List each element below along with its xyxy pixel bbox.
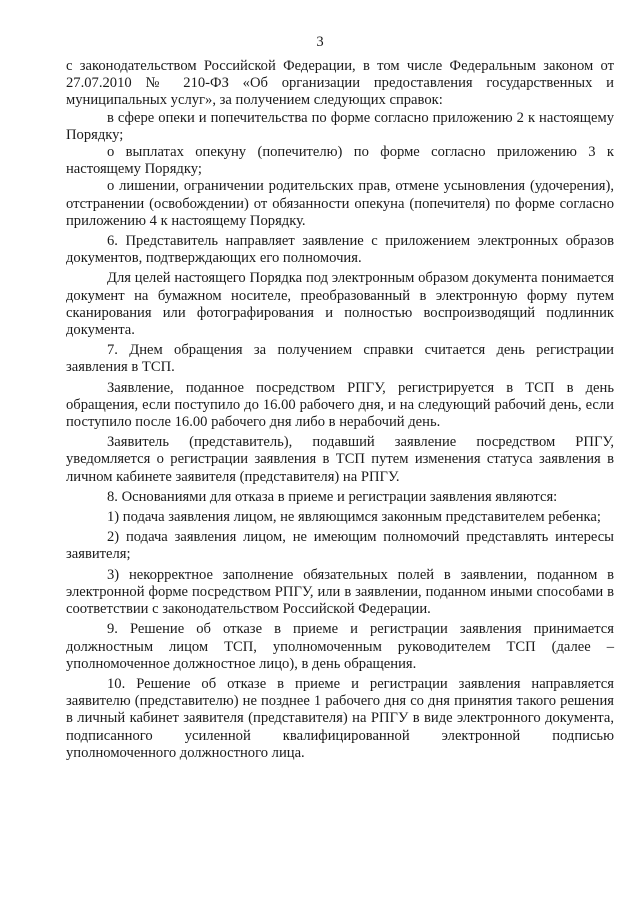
paragraph: Заявитель (представитель), подавший заявление посредством РПГУ, уведомляется о регистрации заявления в ТСП путем изменения статуса заявления в личном кабинете заявителя (представителя) на РПГУ. <box>66 434 614 485</box>
paragraph: 3) некорректное заполнение обязательных полей в заявлении, поданном в электронной форме посредством РПГУ, или в заявлении, поданном иными способами в соответствии с законодательством Российской Федерации. <box>66 566 614 618</box>
paragraph: 6. Представитель направляет заявление с приложением электронных образов документов, подтверждающих его полномочия. <box>66 233 614 267</box>
paragraph: 7. Днем обращения за получением справки считается день регистрации заявления в ТСП. <box>66 342 614 376</box>
page-number: 3 <box>316 34 324 50</box>
paragraph: о выплатах опекуну (попечителю) по форме согласно приложению 3 к настоящему Порядку; <box>66 144 614 178</box>
paragraph: 10. Решение об отказе в приеме и регистрации заявления направляется заявителю (представителю) не позднее 1 рабочего дня со дня принятия такого решения в личный кабинет заявителя (представителя) на РПГУ в виде электронного документа, подписанного усиленной квалифицированной электронной подписью уполномоченного должностного лица. <box>66 675 614 761</box>
paragraph: Для целей настоящего Порядка под электронным образом документа понимается документ на бумажном носителе, преобразованный в электронную форму путем сканирования или фотографирования и полностью воспроизводящий подлинник документа. <box>66 270 614 339</box>
paragraph: 8. Основаниями для отказа в приеме и регистрации заявления являются: <box>107 488 558 505</box>
paragraph: Заявление, поданное посредством РПГУ, регистрируется в ТСП в день обращения, если поступило до 16.00 рабочего дня, и на следующий рабочий день, если поступило после 16.00 рабочего дня либо в нерабочий день. <box>66 379 614 431</box>
paragraph: о лишении, ограничении родительских прав, отмене усыновления (удочерения), отстранении (освобождении) от обязанности опекуна (попечителя) по форме согласно приложению 4 к настоящему Порядку. <box>66 178 614 229</box>
paragraph: 1) подача заявления лицом, не являющимся законным представителем ребенка; <box>107 509 601 526</box>
paragraph: в сфере опеки и попечительства по форме согласно приложению 2 к настоящему Порядку; <box>66 109 614 143</box>
document-body <box>66 58 614 762</box>
paragraph: с законодательством Российской Федерации, в том числе Федеральным законом от 27.07.2010 № 210-ФЗ «Об организации предоставления государственных и муниципальных услуг», за получением следующих справок: <box>66 58 614 109</box>
paragraph: 9. Решение об отказе в приеме и регистрации заявления принимается должностным лицом ТСП, уполномоченным руководителем ТСП (далее – уполномоченное должностное лицо), в день обращения. <box>66 621 614 672</box>
paragraph: 2) подача заявления лицом, не имеющим полномочий представлять интересы заявителя; <box>66 529 614 563</box>
